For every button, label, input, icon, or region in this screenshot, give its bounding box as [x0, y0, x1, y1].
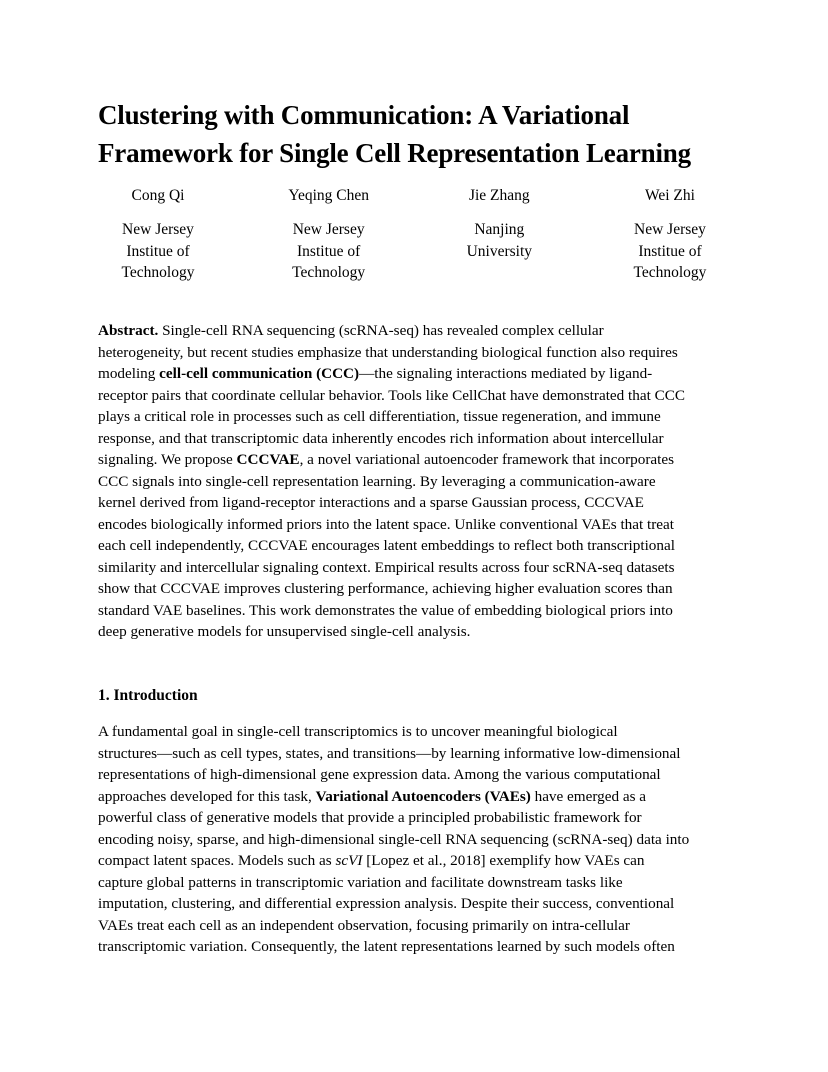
author-affiliation-line: New Jersey — [292, 221, 365, 238]
author-name: Cong Qi — [131, 187, 185, 204]
author-name: Yeqing Chen — [288, 187, 369, 204]
author-affiliation-line: Nanjing — [474, 221, 525, 238]
author-block — [439, 186, 559, 284]
bold-term: CCCVAE — [236, 451, 300, 468]
introduction-body — [98, 721, 730, 958]
author-affiliation-line: Technology — [292, 264, 366, 281]
intro-line: imputation, clustering, and differential expression analysis. Despite their success, conventional — [98, 895, 675, 912]
author-affiliation-line: Institue of — [297, 242, 361, 260]
abstract-line: CCC signals into single-cell representation learning. By leveraging a communication-aware — [98, 472, 656, 490]
abstract-line: kernel derived from ligand-receptor interactions and a sparse Gaussian process, CCCVAE — [98, 494, 644, 511]
abstract-line: encodes biologically informed priors into the latent space. Unlike conventional VAEs that treat — [98, 515, 674, 533]
paper-page — [98, 96, 730, 955]
intro-line: compact latent spaces. Models such as scVI [Lopez et al., 2018] exemplify how VAEs can — [98, 852, 645, 869]
bold-term: Variational Autoencoders (VAEs) — [315, 787, 531, 805]
author-block — [610, 186, 730, 284]
author-affiliation-line: University — [466, 242, 533, 260]
abstract-line: heterogeneity, but recent studies emphasize that understanding biological function also requires — [98, 343, 678, 361]
abstract-line: standard VAE baselines. This work demonstrates the value of embedding biological priors into — [98, 601, 673, 619]
author-block — [269, 186, 389, 284]
bold-term: cell-cell communication (CCC) — [159, 365, 360, 382]
intro-line: powerful class of generative models that provide a principled probabilistic framework for — [98, 809, 642, 826]
abstract-label: Abstract. — [98, 322, 159, 339]
author-list — [98, 186, 730, 284]
intro-line: A fundamental goal in single-cell transcriptomics is to uncover meaningful biological — [98, 723, 618, 740]
intro-line: approaches developed for this task, Variational Autoencoders (VAEs) have emerged as a — [98, 787, 647, 805]
author-affiliation-line: Institue of — [638, 242, 702, 260]
author-affiliation-line: Technology — [633, 264, 707, 281]
author-block — [98, 186, 218, 284]
intro-line: capture global patterns in transcriptomic variation and facilitate downstream tasks like — [98, 873, 623, 891]
author-affiliation-line: Institue of — [126, 242, 190, 260]
abstract-line: deep generative models for unsupervised single-cell analysis. — [98, 623, 471, 640]
title-line-2: Framework for Single Cell Representation Learning — [98, 138, 691, 168]
title-line-1: Clustering with Communication: A Variational — [98, 100, 630, 130]
italic-term: scVI — [335, 852, 363, 869]
author-name: Jie Zhang — [468, 187, 530, 204]
intro-line: encoding noisy, sparse, and high-dimensional single-cell RNA sequencing (scRNA-seq) data into — [98, 830, 690, 848]
section-heading-introduction: 1. Introduction — [98, 687, 198, 704]
abstract-line: response, and that transcriptomic data inherently encodes rich information about intercellular — [98, 429, 664, 447]
author-affiliation-line: New Jersey — [122, 221, 194, 238]
intro-line: VAEs treat each cell as an independent observation, focusing primarily on intra-cellular — [98, 916, 630, 934]
intro-line: structures—such as cell types, states, and transitions—by learning informative low-dimensional — [98, 744, 681, 762]
intro-line: representations of high-dimensional gene expression data. Among the various computational — [98, 766, 661, 783]
author-affiliation-line: New Jersey — [634, 221, 706, 238]
abstract-line: signaling. We propose CCCVAE, a novel variational autoencoder framework that incorporates — [98, 451, 675, 468]
paper-title — [98, 96, 730, 172]
abstract-line: show that CCCVAE improves clustering performance, achieving higher evaluation scores than — [98, 580, 673, 597]
abstract — [98, 320, 730, 643]
author-name: Wei Zhi — [644, 187, 695, 204]
abstract-line: plays a critical role in processes such as cell differentiation, tissue regeneration, and immune — [98, 408, 661, 425]
intro-line: transcriptomic variation. Consequently, the latent representations learned by such models often — [98, 938, 675, 955]
abstract-line: modeling cell-cell communication (CCC)—the signaling interactions mediated by ligand- — [98, 365, 653, 382]
abstract-line: similarity and intercellular signaling context. Empirical results across four scRNA-seq datasets — [98, 558, 675, 576]
abstract-line: Abstract. Single-cell RNA sequencing (scRNA-seq) has revealed complex cellular — [98, 322, 604, 339]
abstract-line: each cell independently, CCCVAE encourages latent embeddings to reflect both transcriptional — [98, 537, 675, 554]
abstract-line: receptor pairs that coordinate cellular behavior. Tools like CellChat have demonstrated that CCC — [98, 386, 686, 404]
author-affiliation-line: Technology — [121, 264, 195, 281]
